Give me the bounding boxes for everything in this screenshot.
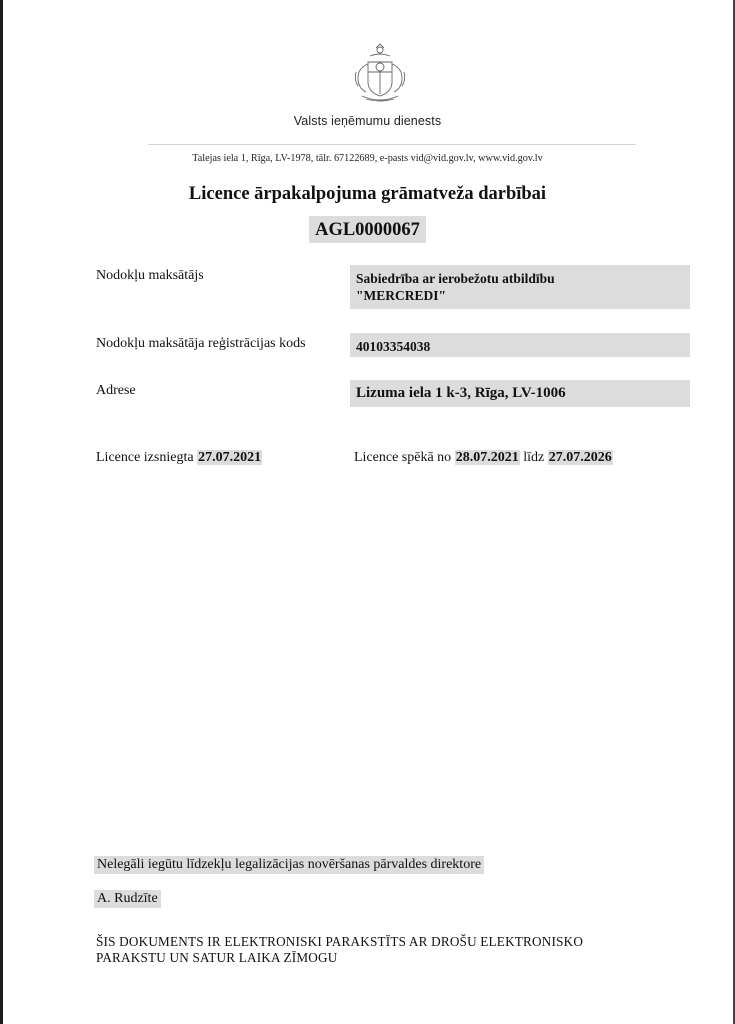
license-validity — [354, 450, 613, 466]
validity-middle: līdz — [523, 450, 545, 465]
taxpayer-value-line2: "MERCREDI" — [356, 288, 446, 303]
issued-prefix: Licence izsniegta — [96, 450, 194, 465]
issued-date: 27.07.2021 — [198, 450, 262, 465]
esignature-line2: PARAKSTU UN SATUR LAIKA ZĪMOGU — [96, 950, 338, 965]
reg-code-label: Nodokļu maksātāja reģistrācijas kods — [96, 336, 306, 351]
agency-contacts: Talejas iela 1, Rīga, LV-1978, tālr. 67122689, e-pasts vid@vid.gov.lv, www.vid.gov.lv — [192, 153, 543, 164]
license-issued — [96, 450, 262, 466]
license-number: AGL0000067 — [309, 216, 426, 243]
valid-from-date: 28.07.2021 — [455, 450, 519, 465]
license-number-row — [0, 216, 735, 243]
validity-prefix: Licence spēkā no — [354, 450, 452, 465]
taxpayer-label: Nodokļu maksātājs — [96, 268, 204, 283]
address-value: Lizuma iela 1 k-3, Rīga, LV-1006 — [350, 380, 690, 407]
signatory-name: A. Rudzīte — [94, 890, 161, 908]
esignature-line1: ŠIS DOKUMENTS IR ELEKTRONISKI PARAKSTĪTS AR DROŠU ELEKTRONISKO — [96, 934, 584, 949]
coat-of-arms-icon — [352, 42, 408, 104]
reg-code-value: 40103354038 — [350, 333, 690, 357]
header-divider — [148, 144, 636, 145]
signatory-department: Nelegāli iegūtu līdzekļu legalizācijas novēršanas pārvaldes direktore — [94, 856, 484, 874]
esignature-notice — [96, 934, 696, 966]
taxpayer-value-line1: Sabiedrība ar ierobežotu atbildību — [356, 271, 555, 286]
agency-name: Valsts ieņēmumu dienests — [293, 114, 442, 128]
document-title: Licence ārpakalpojuma grāmatveža darbībai — [188, 184, 547, 204]
valid-to-date: 27.07.2026 — [548, 450, 612, 465]
address-label: Adrese — [96, 383, 136, 398]
taxpayer-value — [350, 265, 690, 309]
